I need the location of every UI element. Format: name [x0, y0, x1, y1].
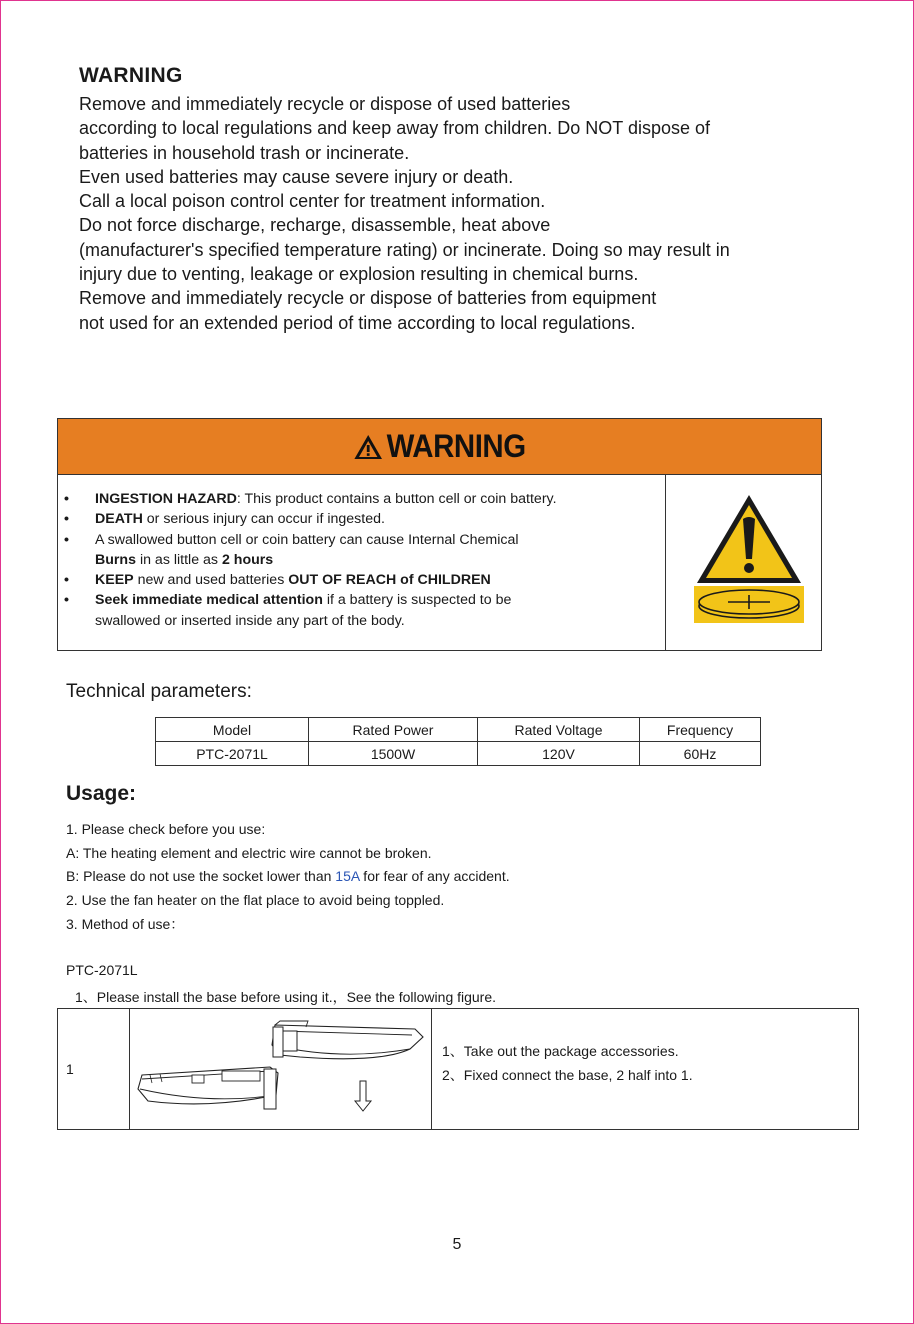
- figure-steps: [432, 1009, 858, 1129]
- install-instruction: 1、Please install the base before using it.，See the following figure.: [75, 989, 497, 1005]
- technical-parameters-title: Technical parameters:: [66, 681, 252, 702]
- spec-table: [155, 717, 761, 766]
- warning-item-continuation: Burns in as little as 2 hours: [95, 551, 274, 568]
- spec-header-cell: Model: [156, 718, 309, 742]
- usage-line: 1. Please check before you use:: [66, 821, 266, 837]
- warning-line: batteries in household trash or incinerate.: [79, 142, 410, 163]
- warning-box-header: [58, 419, 821, 475]
- spec-value-cell: 1500W: [309, 742, 478, 766]
- spec-header-row: [156, 718, 761, 742]
- warning-line: according to local regulations and keep away from children. Do NOT dispose of: [79, 118, 711, 139]
- warning-line: injury due to venting, leakage or explosion resulting in chemical burns.: [79, 264, 639, 285]
- warning-line: Remove and immediately recycle or dispose of batteries from equipment: [79, 288, 657, 309]
- battery-ingestion-warning-icon: [694, 491, 804, 623]
- battery-warning-box: [57, 418, 822, 651]
- page-number: 5: [452, 1236, 462, 1253]
- warning-item: • Seek immediate medical attention if a battery is suspected to be: [58, 590, 665, 610]
- model-label: PTC-2071L: [66, 962, 138, 978]
- spec-value-cell: PTC-2071L: [156, 742, 309, 766]
- spec-value-cell: 120V: [478, 742, 640, 766]
- usage-line: 3. Method of use：: [66, 915, 185, 932]
- base-assembly-illustration: [130, 1009, 432, 1129]
- warning-line: not used for an extended period of time according to local regulations.: [79, 312, 636, 333]
- warning-item: • INGESTION HAZARD: This product contains a button cell or coin battery.: [58, 489, 665, 509]
- battery-warning-image: [666, 475, 821, 650]
- usage-line: 2. Use the fan heater on the flat place to avoid being toppled.: [66, 892, 445, 909]
- warning-line: Remove and immediately recycle or dispose of used batteries: [79, 94, 571, 114]
- spec-header-cell: Rated Voltage: [478, 718, 640, 742]
- spec-header-cell: Frequency: [640, 718, 761, 742]
- socket-rating-highlight: 15A: [335, 868, 360, 885]
- figure-step: 2、Fixed connect the base, 2 half into 1.: [442, 1067, 693, 1083]
- top-warning-section: [79, 64, 839, 335]
- usage-line: B: Please do not use the socket lower than 15A for fear of any accident.: [66, 868, 510, 885]
- warning-box-title-text: WARNING: [386, 428, 526, 464]
- usage-lines: [66, 819, 510, 937]
- warning-line: Even used batteries may cause severe injury or death.: [79, 166, 514, 187]
- base-halves-illustration: [130, 1009, 431, 1129]
- installation-figure-table: [57, 1008, 859, 1130]
- warning-line: Call a local poison control center for treatment information.: [79, 191, 546, 212]
- warning-item: • A swallowed button cell or coin battery can cause Internal Chemical: [58, 530, 665, 550]
- spec-header-cell: Rated Power: [309, 718, 478, 742]
- warning-line: Do not force discharge, recharge, disassemble, heat above: [79, 215, 551, 236]
- spec-value-cell: 60Hz: [640, 742, 761, 766]
- warning-item: • KEEP new and used batteries OUT OF REACH of CHILDREN: [58, 570, 665, 590]
- warning-triangle-icon: [353, 434, 382, 460]
- warning-item-continuation: swallowed or inserted inside any part of the body.: [95, 612, 405, 629]
- usage-line: A: The heating element and electric wire cannot be broken.: [66, 844, 432, 861]
- warning-list: [58, 475, 666, 650]
- figure-step: 1、Take out the package accessories.: [442, 1043, 679, 1059]
- figure-step-number: 1: [58, 1009, 130, 1129]
- warning-line: (manufacturer's specified temperature rating) or incinerate. Doing so may result in: [79, 239, 730, 260]
- usage-title: Usage:: [66, 782, 137, 805]
- warning-box-title: [353, 428, 525, 465]
- warning-item: • DEATH or serious injury can occur if ingested.: [58, 509, 665, 529]
- top-warning-title: WARNING: [79, 64, 183, 87]
- spec-value-row: [156, 742, 761, 766]
